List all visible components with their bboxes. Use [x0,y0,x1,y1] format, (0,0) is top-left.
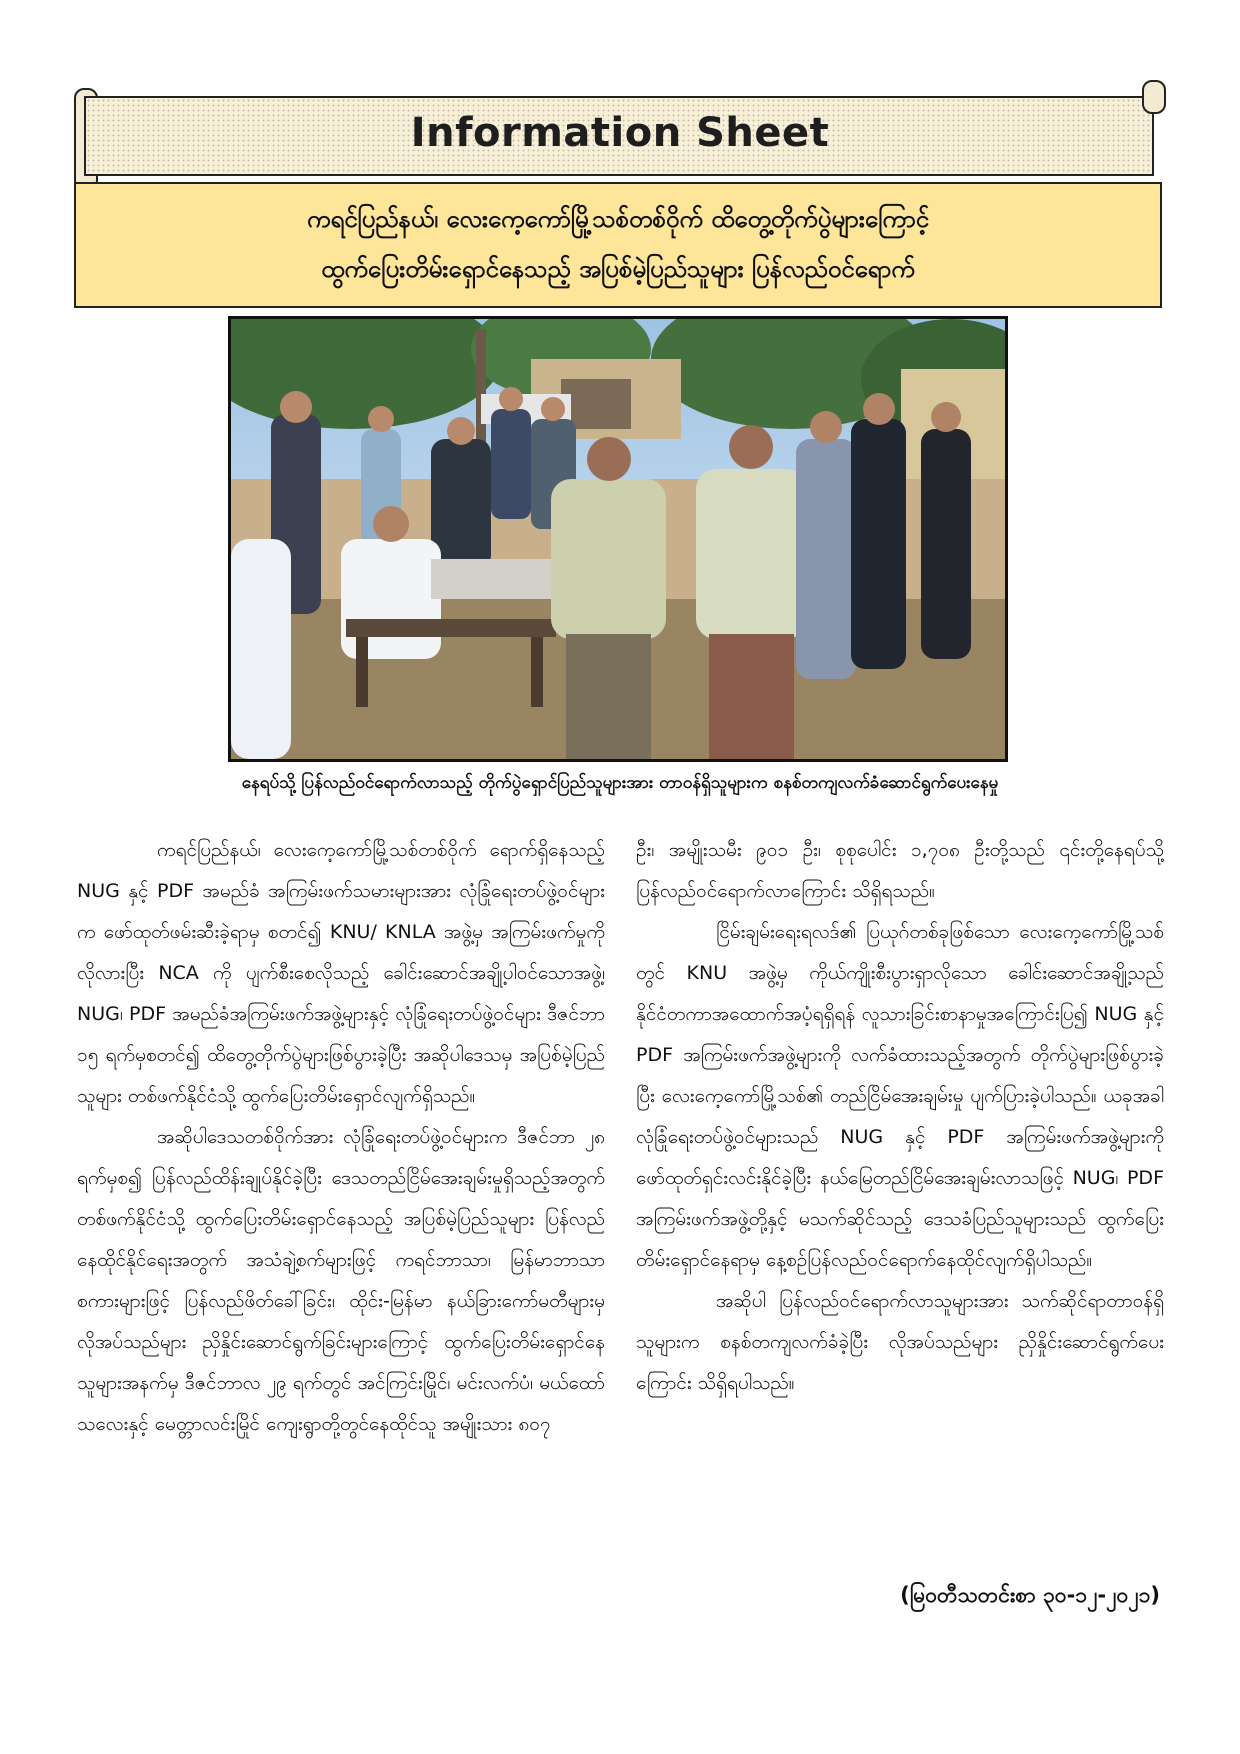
source-citation: (မြဝတီသတင်းစာ ၃၀-၁၂-၂၀၂၁) [900,1583,1160,1607]
body-column-left [77,830,605,1445]
headline-line-2: ထွက်ပြေးတိမ်းရှောင်နေသည့် အပြစ်မဲ့ပြည်သူများ ပြန်လည်ဝင်ရောက် [321,255,915,283]
paragraph: ငြိမ်းချမ်းရေးရလဒ်၏ ပြယုဂ်တစ်ခုဖြစ်သော လေးကေ့ကော်မြို့သစ်တွင် KNU အဖွဲ့မှ ကိုယ်ကျိုးစီးပွားရှာလိုသော ခေါင်းဆောင်အချို့သည် နိုင်ငံတကာအထောက်အပံ့ရရှိရန် လူသားခြင်းစာနာမှုအကြောင်းပြ၍ NUG နှင့် PDF အကြမ်းဖက်အဖွဲ့များကို လက်ခံထားသည့်အတွက် တိုက်ပွဲများဖြစ်ပွားခဲ့ပြီး လေးကေ့ကော်မြို့သစ်၏ တည်ငြိမ်အေးချမ်းမှု ပျက်ပြားခဲ့ပါသည်။ ယခုအခါ လုံခြုံရေးတပ်ဖွဲ့ဝင်များသည် NUG နှင့် PDF အကြမ်းဖက်အဖွဲ့များကို ဖော်ထုတ်ရှင်းလင်းနိုင်ခဲ့ပြီး နယ်မြေတည်ငြိမ်အေးချမ်းလာသဖြင့် NUG၊ PDF အကြမ်းဖက်အဖွဲ့တို့နှင့် မသက်ဆိုင်သည့် ဒေသခံပြည်သူများသည် ထွက်ပြေးတိမ်းရှောင်နေရာမှ နေ့စဉ်ပြန်လည်ဝင်ရောက်နေထိုင်လျက်ရှိပါသည်။ [636,921,1164,1271]
photo-illustration [231,319,1005,759]
paragraph: အဆိုပါ ပြန်လည်ဝင်ရောက်လာသူများအား သက်ဆိုင်ရာတာဝန်ရှိသူများက စနစ်တကျလက်ခံခဲ့ပြီး လိုအပ်သည်များ ညှိနှိုင်းဆောင်ရွက်ပေးကြောင်း သိရှိရပါသည်။ [636,1290,1164,1394]
body-column-right [636,830,1164,1404]
headline-line-1: ကရင်ပြည်နယ်၊ လေးကေ့ကော်မြို့သစ်တစ်ဝိုက် ထိတွေ့တိုက်ပွဲများကြောင့် [306,205,930,233]
photo-caption: နေရပ်သို့ ပြန်လည်ဝင်ရောက်လာသည့် တိုက်ပွဲရှောင်ပြည်သူများအား တာဝန်ရှိသူများက စနစ်တကျလက်ခံဆောင်ရွက်ပေးနေမှု [241,773,999,793]
news-photo [228,316,1008,762]
paragraph: အဆိုပါဒေသတစ်ဝိုက်အား လုံခြုံရေးတပ်ဖွဲ့ဝင်များက ဒီဇင်ဘာ ၂၈ ရက်မှစ၍ ပြန်လည်ထိန်းချုပ်နိုင်ခဲ့ပြီး ဒေသတည်ငြိမ်အေးချမ်းမှုရှိသည့်အတွက် တစ်ဖက်နိုင်ငံသို့ ထွက်ပြေးတိမ်းရှောင်နေသည့် အပြစ်မဲ့ပြည်သူများ ပြန်လည်နေထိုင်နိုင်ရေးအတွက် အသံချဲ့စက်များဖြင့် ကရင်ဘာသာ၊ မြန်မာဘာသာစကားများဖြင့် ပြန်လည်ဖိတ်ခေါ်ခြင်း၊ ထိုင်း-မြန်မာ နယ်ခြားကော်မတီများမှ လိုအပ်သည်များ ညှိနှိုင်းဆောင်ရွက်ခြင်းများကြောင့် ထွက်ပြေးတိမ်းရှောင်နေသူများအနက်မှ ဒီဇင်ဘာလ ၂၉ ရက်တွင် အင်ကြင်းမြိုင်၊ မင်းလက်ပံ၊ မယ်ထော်သလေးနှင့် မေတ္တာလင်းမြိုင် ကျေးရွာတို့တွင်နေထိုင်သူ အမျိုးသား ၈၀၇ [77,1126,605,1435]
title-banner [74,88,1166,176]
paragraph: ဦး၊ အမျိုးသမီး ၉၀၁ ဦး၊ စုစုပေါင်း ၁,၇၀၈ ဦးတို့သည် ၎င်းတို့နေရပ်သို့ ပြန်လည်ဝင်ရောက်လာကြောင်း သိရှိရသည်။ [636,839,1164,902]
headline-box [74,182,1162,308]
scroll-curl-right [1142,80,1166,114]
paragraph: ကရင်ပြည်နယ်၊ လေးကေ့ကော်မြို့သစ်တစ်ဝိုက် ရောက်ရှိနေသည့် NUG နှင့် PDF အမည်ခံ အကြမ်းဖက်သမားများအား လုံခြုံရေးတပ်ဖွဲ့ဝင်များက ဖော်ထုတ်ဖမ်းဆီးခဲ့ရာမှ စတင်၍ KNU/ KNLA အဖွဲ့မှ အကြမ်းဖက်မှုကိုလိုလားပြီး NCA ကို ပျက်စီးစေလိုသည့် ခေါင်းဆောင်အချို့ပါဝင်သောအဖွဲ့၊ NUG၊ PDF အမည်ခံအကြမ်းဖက်အဖွဲ့များနှင့် လုံခြုံရေးတပ်ဖွဲ့ဝင်များ ဒီဇင်ဘာ ၁၅ ရက်မှစတင်၍ ထိတွေ့တိုက်ပွဲများဖြစ်ပွားခဲ့ပြီး အဆိုပါဒေသမှ အပြစ်မဲ့ပြည်သူများ တစ်ဖက်နိုင်ငံသို့ ထွက်ပြေးတိမ်းရှောင်လျက်ရှိသည်။ [77,839,605,1107]
page-title: Information Sheet [410,110,830,156]
